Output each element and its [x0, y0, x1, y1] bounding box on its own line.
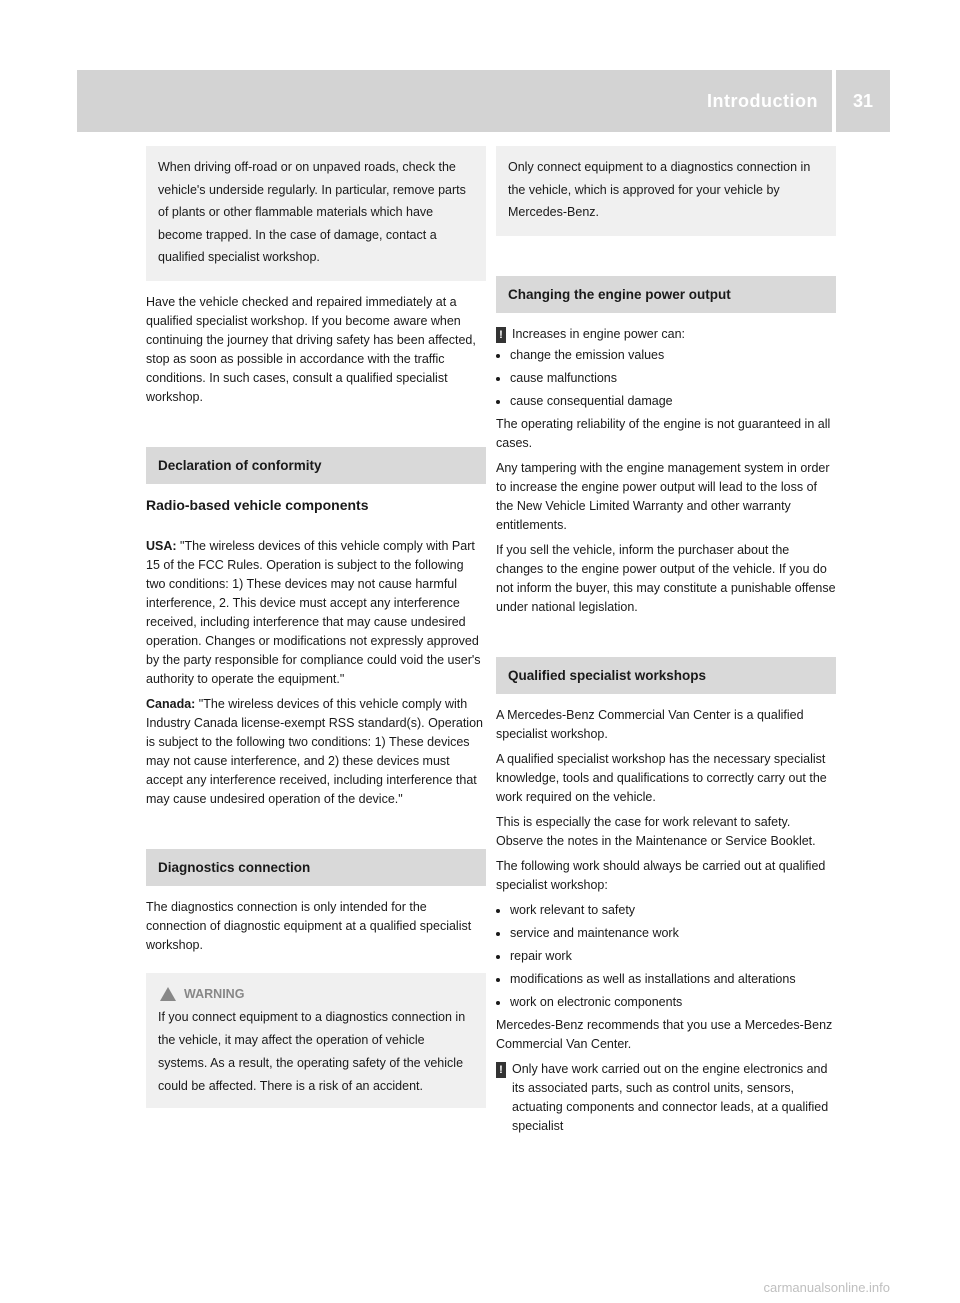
subheading-radio: Radio-based vehicle components — [146, 496, 369, 513]
notice-icon: ! — [496, 1062, 506, 1078]
workshop-list — [496, 901, 836, 1012]
list-item: • change the emission values — [510, 346, 836, 365]
notice-icon: ! — [496, 327, 506, 343]
diagnostics-note: Only connect equipment to a diagnostics connection in the vehicle, which is approved for your vehicle by Mercedes-Benz. — [496, 146, 836, 236]
paragraph: If you sell the vehicle, inform the purchaser about the changes to the engine power output of the vehicle. If you do not inform the buyer, this may constitute a punishable offense under national legislation. — [496, 542, 836, 614]
canada-statement — [146, 695, 486, 809]
paragraph: The diagnostics connection is only intended for the connection of diagnostic equipment at a qualified specialist workshop. — [146, 899, 472, 952]
canada-text: "The wireless devices of this vehicle comply with Industry Canada license-exempt RSS standard(s). Operation is subject to the following two conditions: 1) These devices may not cause interference, and 2) these devices must accept any interference received, including interference that may cause undesired operation of the device." — [146, 696, 483, 806]
list-item: • work relevant to safety — [510, 901, 836, 920]
warning-header — [160, 983, 474, 1006]
usa-statement — [146, 537, 486, 689]
usa-label: USA: — [146, 538, 177, 553]
list-item: • cause malfunctions — [510, 369, 836, 388]
paragraph: Any tampering with the engine management system in order to increase the engine power output will lead to the loss of the New Vehicle Limited Warranty and other warranty entitlements. — [496, 460, 830, 532]
list-item: • modifications as well as installations and alterations — [510, 970, 836, 989]
list-item: • work on electronic components — [510, 993, 836, 1012]
paragraph: Have the vehicle checked and repaired immediately at a qualified specialist workshop. If you become aware when continuing the journey that driving safety has been affected, stop as soon as possible in accordance with the traffic conditions. In such cases, consult a qualified specialist workshop. — [146, 294, 476, 404]
paragraph: The following work should always be carried out at qualified specialist workshop: — [496, 858, 826, 892]
warning-title: WARNING — [184, 986, 245, 1001]
paragraph: This is especially the case for work relevant to safety. Observe the notes in the Maintenance or Service Booklet. — [496, 814, 816, 848]
paragraph: A Mercedes-Benz Commercial Van Center is a qualified specialist workshop. — [496, 707, 804, 741]
watermark-link[interactable]: carmanualsonline.info — [763, 1280, 890, 1295]
list-item: • cause consequential damage — [510, 392, 836, 411]
engine-electronics-note — [496, 1060, 836, 1136]
left-column — [146, 146, 486, 1108]
canada-label: Canada: — [146, 696, 196, 711]
warning-box — [146, 973, 486, 1108]
warning-text: If you connect equipment to a diagnostics connection in the vehicle, it may affect the operation of vehicle systems. As a result, the operating safety of the vehicle could be affected. There is a risk of an accident. — [158, 1009, 466, 1093]
note-intro: Increases in engine power can: — [512, 326, 686, 341]
section-heading-conformity: Declaration of conformity — [146, 447, 486, 484]
page-header — [77, 70, 890, 132]
list-item: • repair work — [510, 947, 836, 966]
warning-triangle-icon — [160, 987, 176, 1001]
chapter-title: Introduction — [77, 70, 832, 132]
offroad-note: When driving off-road or on unpaved roads, check the vehicle's underside regularly. In particular, remove parts of plants or other flammable materials which have become trapped. In the case of damage, contact a qualified specialist workshop. — [146, 146, 486, 281]
usa-text: "The wireless devices of this vehicle comply with Part 15 of the FCC Rules. Operation is subject to the following two conditions: 1) These devices may not cause harmful interference, 2. This device must accept any interference received, including interference that may cause undesired operation. Changes or modifications not expressly approved by the party responsible for compliance could void the user's authority to operate the equipment." — [146, 538, 481, 686]
paragraph: The operating reliability of the engine is not guaranteed in all cases. — [496, 416, 831, 450]
paragraph: A qualified specialist workshop has the necessary specialist knowledge, tools and qualifications to correctly carry out the work required on the vehicle. — [496, 751, 827, 804]
engine-power-list — [496, 346, 836, 411]
engine-power-note — [496, 325, 836, 344]
section-heading-diagnostics: Diagnostics connection — [146, 849, 486, 886]
section-heading-workshops: Qualified specialist workshops — [496, 657, 836, 694]
list-item: • service and maintenance work — [510, 924, 836, 943]
note-text: Only have work carried out on the engine electronics and its associated parts, such as control units, sensors, actuating components and connector leads, at a qualified specialist — [512, 1061, 829, 1133]
page-number: 31 — [836, 70, 890, 132]
section-heading-engine-power: Changing the engine power output — [496, 276, 836, 313]
right-column — [496, 146, 836, 1136]
paragraph: Mercedes-Benz recommends that you use a Mercedes-Benz Commercial Van Center. — [496, 1017, 833, 1051]
